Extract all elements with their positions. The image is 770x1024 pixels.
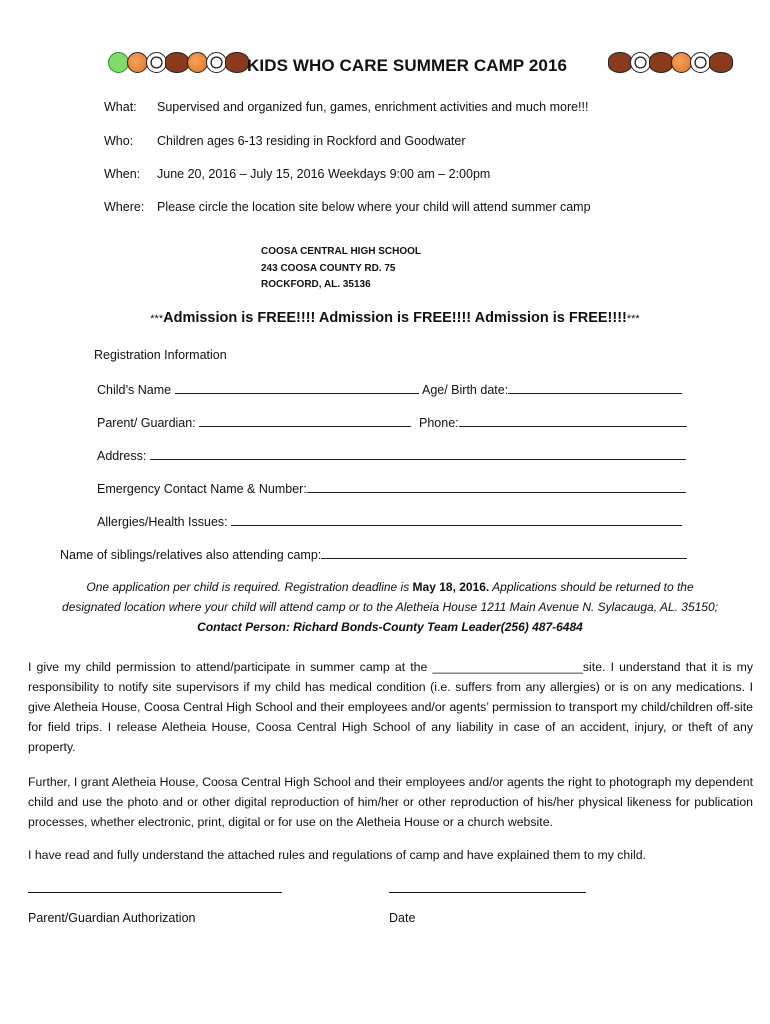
- emergency-field[interactable]: [307, 480, 686, 493]
- soccer-ball-icon: [690, 52, 711, 73]
- siblings-row: Name of siblings/relatives also attending camp:: [60, 546, 687, 562]
- football-icon: [608, 52, 632, 73]
- where-value: Please circle the location site below where your child will attend summer camp: [157, 200, 591, 214]
- parent-signature-line[interactable]: [28, 892, 282, 893]
- childs-name-row: Child’s Name: [97, 381, 419, 397]
- what-value: Supervised and organized fun, games, enrichment activities and much more!!!: [157, 100, 589, 114]
- what-label: What:: [104, 100, 137, 114]
- age-birth-field[interactable]: [508, 381, 682, 394]
- address-field[interactable]: [150, 447, 686, 460]
- age-birth-row: Age/ Birth date:: [422, 381, 682, 397]
- who-value: Children ages 6-13 residing in Rockford and Goodwater: [157, 134, 466, 148]
- photo-release-paragraph: Further, I grant Aletheia House, Coosa Central High School and their employees and/or agents the right to photograph my dependent child and use the photo and or other digital reproduction of him/her or other reproduction of his/her physical likeness for publication processes, whether electronic, print, digital or for use on the Aletheia House or a church website.: [28, 775, 753, 829]
- site-blank[interactable]: ______________________: [432, 660, 583, 674]
- admission-banner: ***Admission is FREE!!!! Admission is FREE!!!! Admission is FREE!!!!***: [150, 310, 640, 326]
- football-icon: [225, 52, 249, 73]
- sports-banner-right: [608, 50, 730, 74]
- parent-guardian-field[interactable]: [199, 414, 411, 427]
- parent-guardian-row: Parent/ Guardian:: [97, 414, 411, 430]
- basketball-icon: [671, 52, 692, 73]
- where-label: Where:: [104, 200, 145, 214]
- parent-signature-label: Parent/Guardian Authorization: [28, 911, 196, 925]
- soccer-ball-icon: [206, 52, 227, 73]
- football-icon: [649, 52, 673, 73]
- when-value: June 20, 2016 – July 15, 2016 Weekdays 9:00 am – 2:00pm: [157, 167, 491, 181]
- basketball-icon: [127, 52, 148, 73]
- acknowledgement-paragraph: I have read and fully understand the attached rules and regulations of camp and have explained them to my child.: [28, 848, 646, 862]
- basketball-icon: [187, 52, 208, 73]
- allergies-field[interactable]: [231, 513, 682, 526]
- phone-row: Phone:: [419, 414, 687, 430]
- football-icon: [709, 52, 733, 73]
- football-icon: [165, 52, 189, 73]
- address-row: Address:: [97, 447, 686, 463]
- date-label: Date: [389, 911, 416, 925]
- location-name: COOSA CENTRAL HIGH SCHOOL: [261, 246, 422, 257]
- location-city: ROCKFORD, AL. 35136: [261, 279, 371, 290]
- date-signature-line[interactable]: [389, 892, 586, 893]
- permission-paragraph: I give my child permission to attend/participate in summer camp at the ______________________site. I understand that it is my responsibility to notify site supervisors if my child has medical condition (i.e. suffers from any allergies) or is on any medications. I give Aletheia House, Coosa Central High School and their employees and/or agents’ permission to transport my child/children off-site for field trips. I release Aletheia House, Coosa Central High School of any liability in case of an accident, injury, or theft of any property.: [28, 660, 753, 754]
- contact-person: Contact Person: Richard Bonds-County Team Leader(256) 487-6484: [197, 620, 583, 634]
- sports-banner-left: [108, 50, 244, 74]
- green-blank-icon: [108, 52, 129, 73]
- deadline: May 18, 2016.: [412, 580, 490, 594]
- header: [0, 44, 770, 84]
- registration-note: One application per child is required. Registration deadline is May 18, 2016. Applications should be returned to the designated location where your child will attend camp or to the Aletheia House 1211 Main Avenue N. Sylacauga, AL. 35150; Contact Person: Richard Bonds-County Team Leader(256) 487-6484: [62, 580, 718, 634]
- childs-name-field[interactable]: [175, 381, 419, 394]
- allergies-row: Allergies/Health Issues:: [97, 513, 682, 529]
- page-title: KIDS WHO CARE SUMMER CAMP 2016: [247, 56, 568, 75]
- soccer-ball-icon: [630, 52, 651, 73]
- location-street: 243 COOSA COUNTY RD. 75: [261, 263, 396, 274]
- phone-field[interactable]: [459, 414, 687, 427]
- who-label: Who:: [104, 134, 134, 148]
- emergency-row: Emergency Contact Name & Number:: [97, 480, 686, 496]
- when-label: When:: [104, 167, 141, 181]
- registration-heading: Registration Information: [94, 348, 227, 362]
- siblings-field[interactable]: [321, 546, 687, 559]
- soccer-ball-icon: [146, 52, 167, 73]
